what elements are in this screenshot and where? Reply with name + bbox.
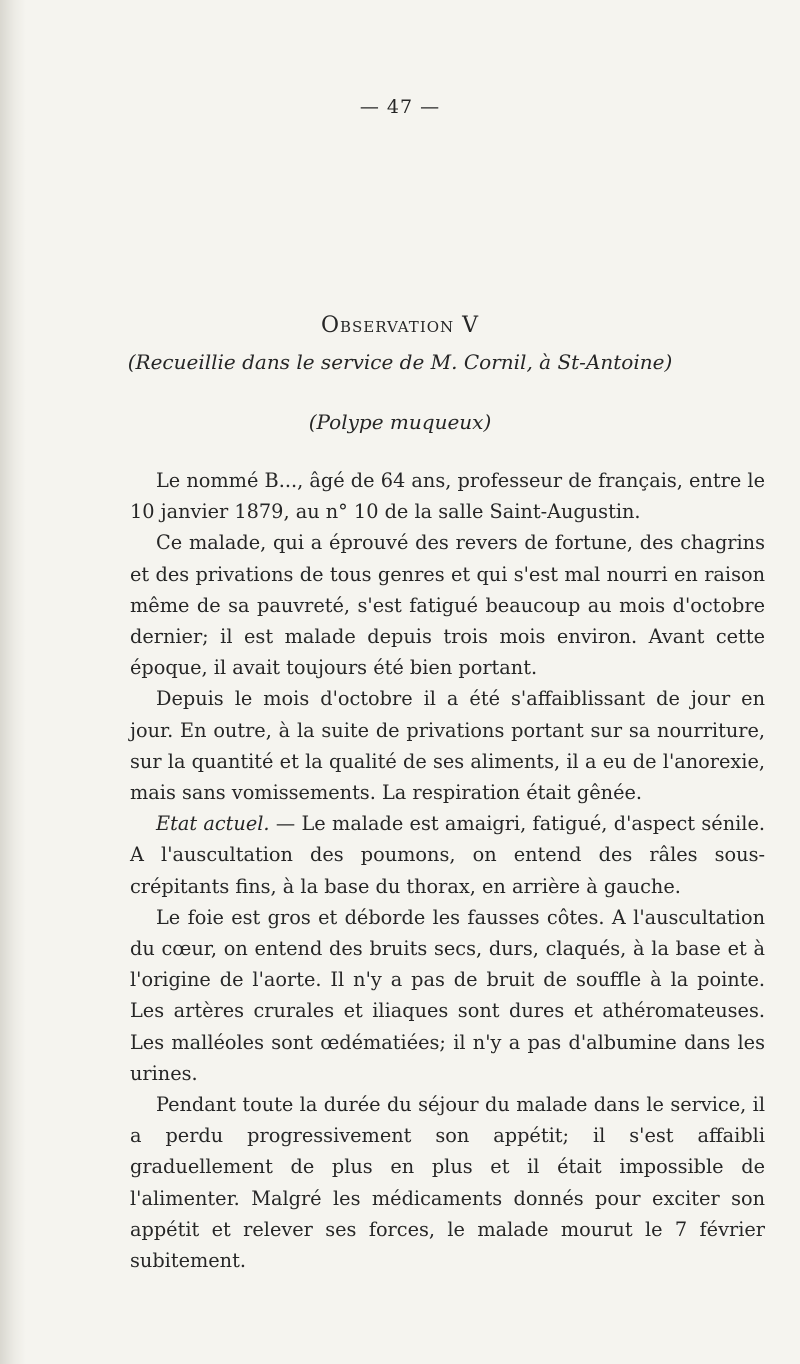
case-subtitle: (Polype muqueux)	[308, 410, 492, 434]
paragraph-history: Ce malade, qui a éprouvé des revers de fortune, des chagrins et des privations de tous genres et qui s'est mal nourri en raison même de sa pauvreté, s'est fatigué beaucoup au mois d'octobre dernier; il est malade depuis trois mois environ. Avant cette époque, il avait toujours été bien portant.	[130, 531, 765, 680]
binding-shadow	[0, 0, 26, 1364]
paragraph-admission: Le nommé B..., âgé de 64 ans, professeur de français, entre le 10 janvier 1879, au n° 10 de la salle Saint-Augustin.	[130, 469, 765, 524]
page-number: — 47 —	[359, 96, 441, 118]
current-state-heading: Etat actuel.	[156, 812, 270, 836]
paragraph-decline: Depuis le mois d'octobre il a été s'affaiblissant de jour en jour. En outre, à la suite de privations portant sur sa nourriture, sur la quantité et la qualité de ses aliments, il a eu de l'anorexie, mais sans vomissements. La respiration était gênée.	[130, 687, 765, 805]
current-state-text: — Le malade est amaigri, fatigué, d'aspect sénile. A l'auscultation des poumons, on entend des râles sous-crépitants fins, à la base du thorax, en arrière à gauche.	[130, 812, 765, 898]
paragraph-outcome: Pendant toute la durée du séjour du malade dans le service, il a perdu progressivement son appétit; il s'est affaibli graduellement de plus en plus et il était impossible de l'alimenter. Malgré les médicaments donnés pour exciter son appétit et relever ses forces, le malade mourut le 7 février subitement.	[130, 1093, 765, 1273]
paragraph-current-state	[130, 808, 765, 902]
body-text	[130, 465, 765, 1276]
observation-title: Observation V	[320, 313, 480, 338]
service-subtitle: (Recueillie dans le service de M. Cornil, à St-Antoine)	[127, 350, 673, 374]
paragraph-examination: Le foie est gros et déborde les fausses côtes. A l'auscultation du cœur, on entend des bruits secs, durs, claqués, à la base et à l'origine de l'aorte. Il n'y a pas de bruit de souffle à la pointe. Les artères crurales et iliaques sont dures et athéromateuses. Les malléoles sont œdématiées; il n'y a pas d'albumine dans les urines.	[130, 905, 765, 1085]
